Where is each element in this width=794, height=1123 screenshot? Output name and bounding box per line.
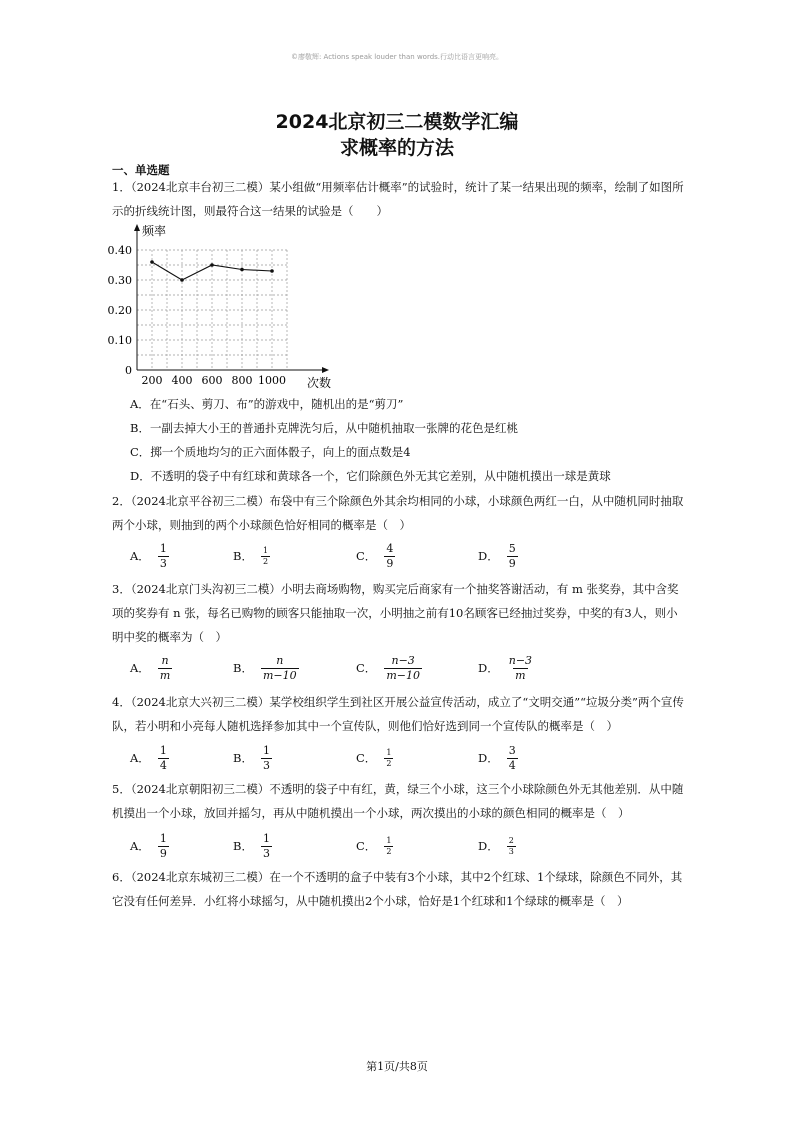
question-5-options [130, 828, 690, 864]
question-3-options [130, 650, 690, 686]
question-2-text: 2．（2024北京平谷初三二模）布袋中有三个除颜色外其余均相同的小球，小球颜色两红一白，从中随机同时抽取两个小球，则抽到的两个小球颜色恰好相同的概率是（ ） [112, 494, 684, 532]
option-label: A． [130, 397, 150, 411]
option-label: C． [356, 661, 377, 675]
question-1-option-a[interactable] [130, 394, 403, 414]
fraction: $\frac{n}{m-10}$ [262, 653, 297, 682]
y-tick-label: 0.40 [107, 244, 132, 257]
x-axis-arrow [322, 367, 329, 373]
question-4-text: 4．（2024北京大兴初三二模）某学校组织学生到社区开展公益宣传活动，成立了“文明交通”“垃圾分类”两个宣传队，若小明和小亮每人随机选择参加其中一个宣传队，则他们恰好选到同一个宣传队的概率是（ ） [112, 695, 684, 733]
data-point [150, 260, 154, 264]
option-label: C． [356, 839, 377, 853]
option-label: C． [356, 751, 377, 765]
question-3-option-c[interactable] [356, 650, 422, 686]
fraction: $\frac{1}{3}$ [159, 541, 167, 570]
x-axis-title: 次数 [307, 376, 332, 390]
data-point [210, 263, 214, 267]
option-text: 掷一个质地均匀的正六面体骰子，向上的面点数是4 [150, 445, 411, 459]
y-tick-label: 0.20 [107, 304, 132, 317]
fraction: $\frac{1}{2}$ [386, 747, 392, 768]
option-label: A． [130, 839, 150, 853]
option-label: D． [478, 661, 499, 675]
option-label: D． [130, 469, 151, 483]
question-2-option-d[interactable] [478, 538, 518, 574]
data-point [270, 269, 274, 273]
fraction: $\frac{1}{9}$ [159, 831, 167, 860]
fraction: $\frac{4}{9}$ [386, 541, 394, 570]
x-tick-label: 400 [171, 374, 193, 387]
option-label: C． [356, 549, 377, 563]
fraction: $\frac{1}{3}$ [262, 743, 270, 772]
question-4-option-a[interactable] [130, 740, 169, 776]
option-text: 在“石头、剪刀、布”的游戏中，随机出的是“剪刀” [149, 397, 404, 411]
question-2-option-c[interactable] [356, 538, 395, 574]
question-5-option-a[interactable] [130, 828, 169, 864]
option-label: A． [130, 549, 150, 563]
fraction: $\frac{n-3}{m}$ [508, 653, 533, 682]
y-axis-title: 频率 [142, 224, 167, 238]
page-title: 2024北京初三二模数学汇编 [275, 111, 519, 133]
frequency-line-chart [107, 222, 340, 392]
fraction: $\frac{1}{2}$ [386, 835, 392, 856]
question-1-option-d[interactable] [130, 466, 611, 486]
option-label: C． [130, 445, 151, 459]
fraction: $\frac{1}{2}$ [262, 545, 269, 566]
question-4-option-d[interactable] [478, 740, 518, 776]
question-3-option-d[interactable] [478, 650, 534, 686]
fraction: $\frac{2}{3}$ [508, 835, 514, 856]
option-label: A． [130, 661, 150, 675]
question-1-option-c[interactable] [130, 442, 411, 462]
data-point [180, 278, 184, 282]
fraction: $\frac{3}{4}$ [508, 743, 516, 772]
fraction: $\frac{n}{m}$ [159, 653, 171, 682]
question-5-text: 5．（2024北京朝阳初三二模）不透明的袋子中有红，黄，绿三个小球，这三个小球除颜色外无其他差别．从中随机摸出一个小球，放回并摇匀，再从中随机摸出一个小球，两次摸出的小球的颜色相同的概率是（ ） [112, 782, 684, 820]
y-tick-label: 0.10 [107, 334, 132, 347]
question-1-option-b[interactable] [130, 418, 518, 438]
fraction: $\frac{1}{3}$ [262, 831, 270, 860]
option-label: A． [130, 751, 150, 765]
question-6-text: 6．（2024北京东城初三二模）在一个不透明的盒子中装有3个小球，其中2个红球、1个绿球，除颜色不同外，其它没有任何差异．小红将小球摇匀，从中随机摸出2个小球，恰好是1个红球和1个绿球的概率是（ ） [112, 870, 683, 908]
option-label: D． [478, 839, 499, 853]
x-tick-label: 600 [201, 374, 223, 387]
page-footer: 第1页/共8页 [366, 1060, 428, 1073]
question-2-option-a[interactable] [130, 538, 169, 574]
question-5-option-c[interactable] [356, 828, 393, 864]
option-label: B． [233, 549, 253, 563]
question-5-option-d[interactable] [478, 828, 516, 864]
question-4-option-c[interactable] [356, 740, 393, 776]
question-3-option-a[interactable] [130, 650, 172, 686]
y-tick-label: 0 [125, 364, 132, 377]
fraction: $\frac{5}{9}$ [508, 541, 516, 570]
option-text: 不透明的袋子中有红球和黄球各一个，它们除颜色外无其它差别，从中随机摸出一球是黄球 [150, 469, 611, 483]
data-point [240, 268, 244, 272]
option-label: B． [233, 839, 253, 853]
question-4-option-b[interactable] [233, 740, 272, 776]
fraction: $\frac{1}{4}$ [159, 743, 167, 772]
section-label: 一、单选题 [112, 163, 170, 177]
question-4-options [130, 740, 690, 776]
x-tick-label: 1000 [258, 374, 286, 387]
y-tick-label: 0.30 [107, 274, 132, 287]
option-label: D． [478, 549, 499, 563]
question-3-text: 3．（2024北京门头沟初三二模）小明去商场购物，购买完后商家有一个抽奖答谢活动，有 m 张奖券，其中含奖项的奖券有 n 张，每名已购物的顾客只能抽取一次，小明抽之前有10名顾客已经抽过奖券，中奖的有3人，则小明中奖的概率为（ ） [112, 582, 679, 644]
x-tick-label: 200 [141, 374, 163, 387]
y-axis-arrow [134, 224, 140, 231]
option-text: 一副去掉大小王的普通扑克牌洗匀后，从中随机抽取一张牌的花色是红桃 [149, 421, 518, 435]
option-label: D． [478, 751, 499, 765]
option-label: B． [130, 421, 150, 435]
question-3-option-b[interactable] [233, 650, 299, 686]
page-subtitle: 求概率的方法 [339, 137, 454, 159]
option-label: B． [233, 661, 253, 675]
question-2-option-b[interactable] [233, 538, 270, 574]
header-note: ©廖敬辉: Actions speak louder than words.行动比语言更响亮。 [290, 53, 504, 61]
question-5-option-b[interactable] [233, 828, 272, 864]
question-2-options [130, 538, 690, 574]
question-1-text: 1．（2024北京丰台初三二模）某小组做“用频率估计概率”的试验时，统计了某一结果出现的频率，绘制了如图所示的折线统计图，则最符合这一结果的试验是（ ） [112, 180, 684, 218]
option-label: B． [233, 751, 253, 765]
fraction: $\frac{n-3}{m-10}$ [386, 653, 420, 682]
x-tick-label: 800 [231, 374, 253, 387]
